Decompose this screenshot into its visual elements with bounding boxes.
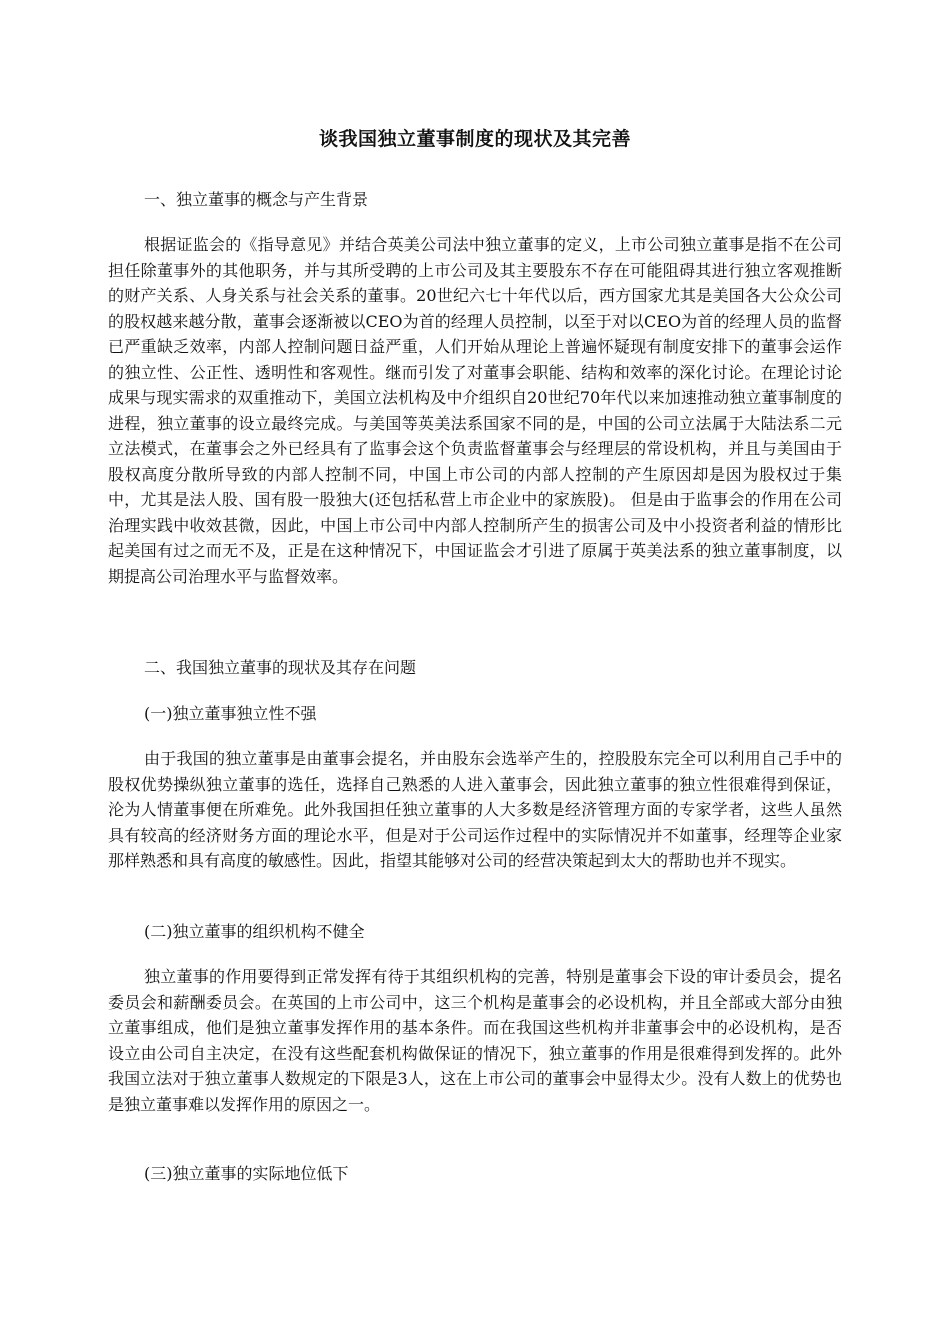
subsection-heading-2: (二)独立董事的组织机构不健全 (144, 922, 365, 941)
subsection-heading-3: (三)独立董事的实际地位低下 (144, 1164, 349, 1183)
subsection-heading-1: (一)独立董事独立性不强 (144, 704, 317, 723)
paragraph-background: 根据证监会的《指导意见》并结合英美公司法中独立董事的定义，上市公司独立董事是指不在公司担任除董事外的其他职务，并与其所受聘的上市公司及其主要股东不存在可能阻碍其进行独立客观推断的财产关系、人身关系与社会关系的董事。20世纪六七十年代以后，西方国家尤其是美国各大公众公司的股权越来越分散，董事会逐渐被以CEO为首的经理人员控制，以至于对以CEO为首的经理人员的监督已严重缺乏效率，内部人控制问题日益严重，人们开始从理论上普遍怀疑现有制度安排下的董事会运作的独立性、公正性、透明性和客观性。继而引发了对董事会职能、结构和效率的深化讨论。在理论讨论成果与现实需求的双重推动下，美国立法机构及中介组织自20世纪70年代以来加速推动独立董事制度的进程，独立董事的设立最终完成。与美国等英美法系国家不同的是，中国的公司立法属于大陆法系二元立法模式，在董事会之外已经具有了监事会这个负责监督董事会与经理层的常设机构，并且与美国由于股权高度分散所导致的内部人控制不同，中国上市公司的内部人控制的产生原因却是因为股权过于集中，尤其是法人股、国有股一股独大(还包括私营上市企业中的家族股)。 但是由于监事会的作用在公司治理实践中收效甚微，因此，中国上市公司中内部人控制所产生的损害公司及中小投资者利益的情形比起美国有过之而无不及，正是在这种情况下，中国证监会才引进了原属于英美法系的独立董事制度，以期提高公司治理水平与监督效率。 (108, 235, 842, 586)
section-heading-1: 一、独立董事的概念与产生背景 (144, 190, 369, 209)
paragraph-organization: 独立董事的作用要得到正常发挥有待于其组织机构的完善，特别是董事会下设的审计委员会，提名委员会和薪酬委员会。在英国的上市公司中，这三个机构是董事会的必设机构，并且全部或大部分由独立董事组成，他们是独立董事发挥作用的基本条件。而在我国这些机构并非董事会中的必设机构，是否设立由公司自主决定，在没有这些配套机构做保证的情况下，独立董事的作用是很难得到发挥的。此外我国立法对于独立董事人数规定的下限是3人，这在上市公司的董事会中显得太少。没有人数上的优势也是独立董事难以发挥作用的原因之一。 (108, 967, 842, 1114)
section-heading-2: 二、我国独立董事的现状及其存在问题 (144, 658, 417, 677)
document-title: 谈我国独立董事制度的现状及其完善 (318, 128, 631, 150)
paragraph-independence: 由于我国的独立董事是由董事会提名，并由股东会选举产生的，控股股东完全可以利用自己手中的股权优势操纵独立董事的选任，选择自己熟悉的人进入董事会，因此独立董事的独立性很难得到保证，沦为人情董事便在所难免。此外我国担任独立董事的人大多数是经济管理方面的专家学者，这些人虽然具有较高的经济财务方面的理论水平，但是对于公司运作过程中的实际情况并不如董事，经理等企业家那样熟悉和具有高度的敏感性。因此，指望其能够对公司的经营决策起到太大的帮助也并不现实。 (108, 749, 842, 870)
